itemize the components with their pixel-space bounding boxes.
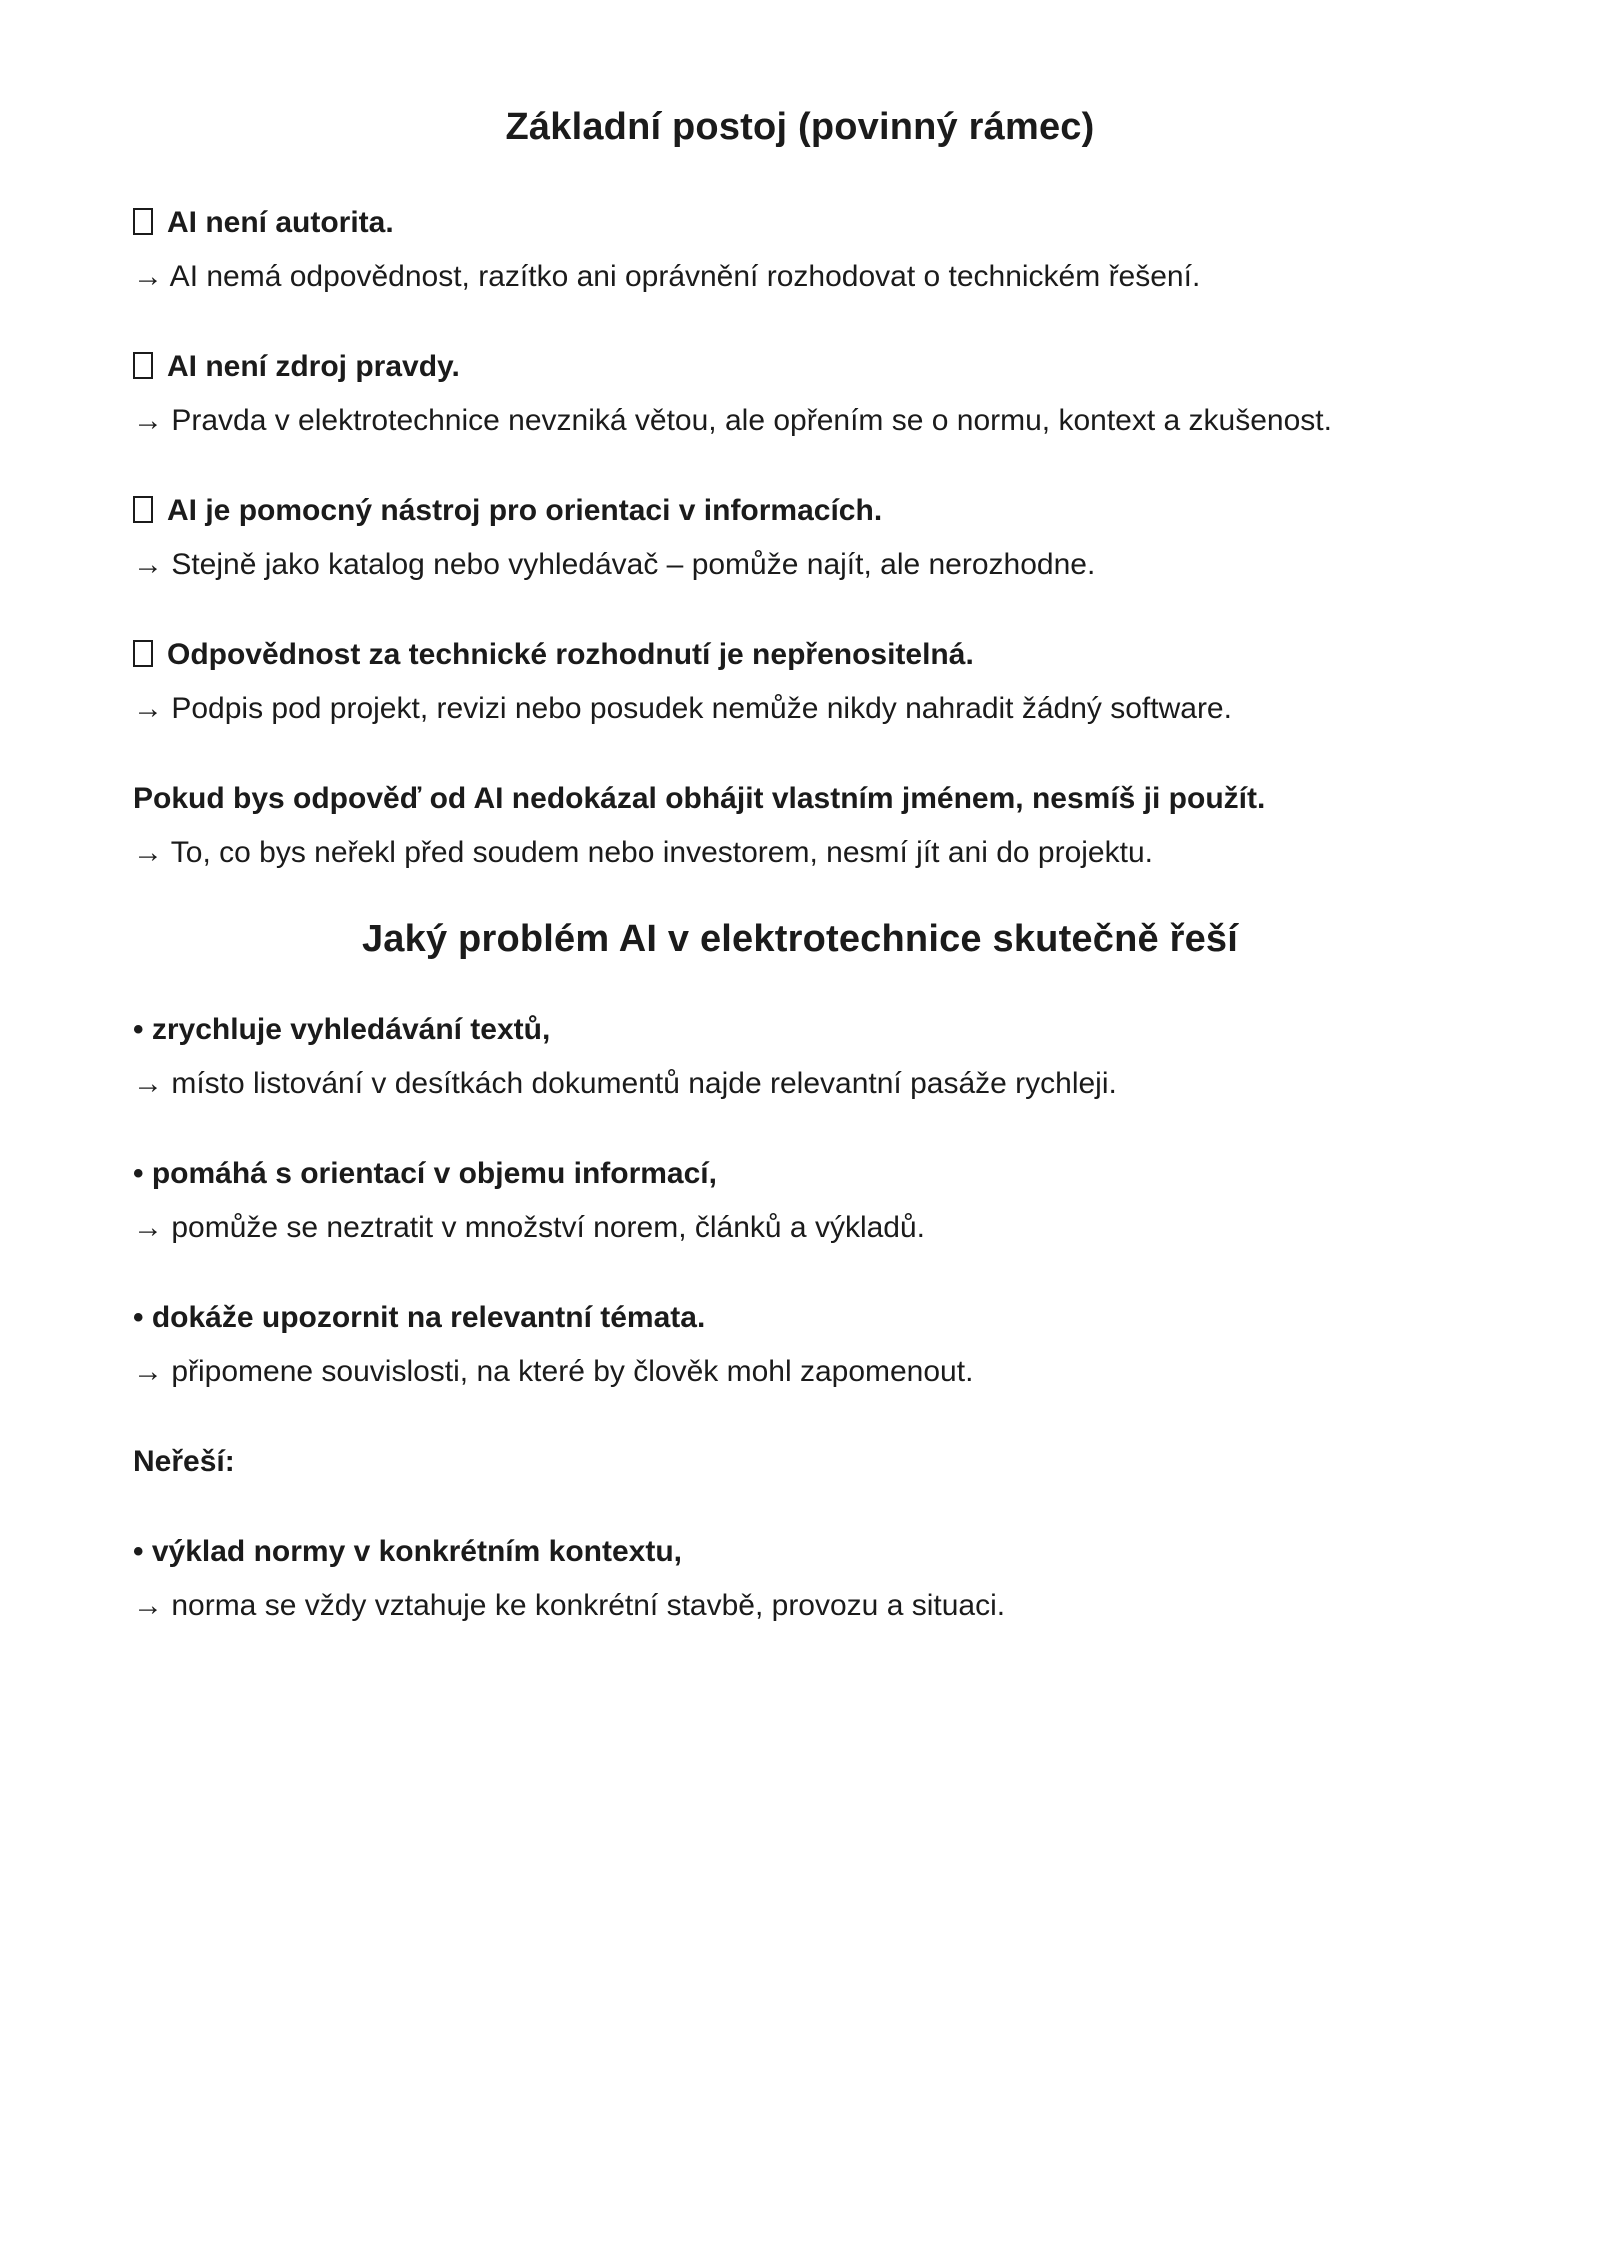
item-body: → norma se vždy vztahuje ke konkrétní stavbě, provozu a situaci.	[133, 1589, 1006, 1622]
closing-statement	[133, 772, 1467, 880]
item-head-label: AI je pomocný nástroj pro orientaci v informacích.	[167, 493, 883, 527]
item-body: → místo listování v desítkách dokumentů najde relevantní pasáže rychleji.	[133, 1067, 1117, 1100]
item-body: → Pravda v elektrotechnice nevzniká větou, ale opřením se o normu, kontext a zkušenost.	[133, 403, 1332, 437]
list-item	[133, 628, 1467, 736]
list-item	[133, 1291, 1467, 1399]
section1-title: Základní postoj (povinný rámec)	[505, 106, 1095, 148]
item-head-label: AI není autorita.	[167, 205, 394, 239]
list-item	[133, 196, 1467, 304]
item-body: → pomůže se neztratit v množství norem, článků a výkladů.	[133, 1211, 925, 1244]
item-body: → Podpis pod projekt, revizi nebo posudek nemůže nikdy nahradit žádný software.	[133, 691, 1232, 725]
item-body: → AI nemá odpovědnost, razítko ani oprávnění rozhodovat o technickém řešení.	[133, 259, 1201, 293]
item-head: Pokud bys odpověď od AI nedokázal obhájit vlastním jménem, nesmíš ji použít.	[133, 781, 1266, 815]
section2-title: Jaký problém AI v elektrotechnice skutečně řeší	[361, 917, 1239, 960]
item-head-label: AI není zdroj pravdy.	[167, 349, 460, 383]
list-item	[133, 1147, 1467, 1255]
item-body: → připomene souvislosti, na které by člověk mohl zapomenout.	[133, 1355, 974, 1388]
item-head	[133, 196, 1467, 250]
list-item	[133, 484, 1467, 592]
item-head: • pomáhá s orientací v objemu informací,	[133, 1157, 717, 1190]
list-item	[133, 1003, 1467, 1111]
item-head-label: Odpovědnost za technické rozhodnutí je nepřenositelná.	[167, 637, 974, 671]
item-head: • výklad normy v konkrétním kontextu,	[133, 1535, 682, 1568]
checkbox-icon	[133, 208, 153, 235]
item-head: • zrychluje vyhledávání textů,	[133, 1013, 551, 1046]
checkbox-icon	[133, 352, 153, 379]
item-head	[133, 340, 1467, 394]
list-item	[133, 1525, 1467, 1633]
item-body: → To, co bys neřekl před soudem nebo investorem, nesmí jít ani do projektu.	[133, 835, 1153, 869]
item-head	[133, 628, 1467, 682]
checkbox-icon	[133, 496, 153, 523]
item-head: • dokáže upozornit na relevantní témata.	[133, 1301, 706, 1334]
checkbox-icon	[133, 640, 153, 667]
item-head	[133, 484, 1467, 538]
list-item	[133, 340, 1467, 448]
item-body: → Stejně jako katalog nebo vyhledávač – pomůže najít, ale nerozhodne.	[133, 547, 1096, 581]
note-heading: Neřeší:	[133, 1445, 235, 1478]
